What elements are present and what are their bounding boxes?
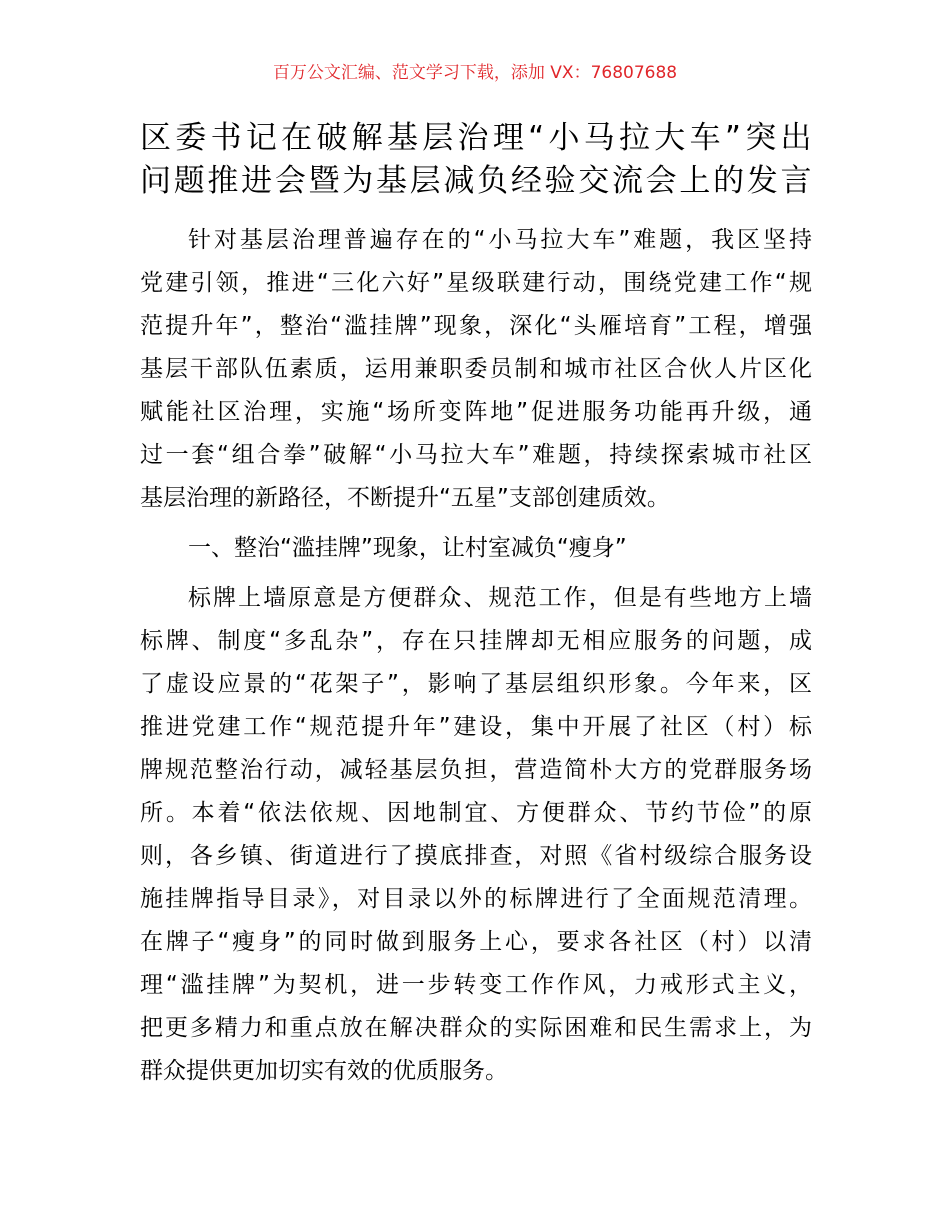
section-heading-1: 一、整治“滥挂牌”现象，让村室减负“瘦身” <box>188 535 627 561</box>
text-line: 推进党建工作“规范提升年”建设，集中开展了社区（村）标 <box>140 714 812 740</box>
text-line: 所。本着“依法依规、因地制宜、方便群众、节约节俭”的原 <box>140 800 812 826</box>
text-line: 基层干部队伍素质，运用兼职委员制和城市社区合伙人片区化 <box>140 356 812 382</box>
title-line-1: 区委书记在破解基层治理“小马拉大车”突出 <box>140 120 812 156</box>
paragraph-2 <box>140 580 812 1096</box>
text-line: 过一套“组合拳”破解“小马拉大车”难题，持续探索城市社区 <box>140 442 812 468</box>
text-line: 则，各乡镇、街道进行了摸底排查，对照《省村级综合服务设 <box>140 843 812 869</box>
text-line: 群众提供更加切实有效的优质服务。 <box>140 1058 508 1084</box>
text-line: 基层治理的新路径，不断提升“五星”支部创建质效。 <box>140 485 670 511</box>
text-line: 理“滥挂牌”为契机，进一步转变工作作风，力戒形式主义， <box>140 972 812 998</box>
text-line: 标牌、制度“多乱杂”，存在只挂牌却无相应服务的问题，成 <box>140 628 812 654</box>
text-line: 了虚设应景的“花架子”，影响了基层组织形象。今年来，区 <box>140 671 812 697</box>
document-body <box>140 222 812 1096</box>
text-line: 标牌上墙原意是方便群众、规范工作，但是有些地方上墙 <box>188 585 812 611</box>
title-line-2: 问题推进会暨为基层减负经验交流会上的发言 <box>140 163 812 199</box>
text-line: 牌规范整治行动，减轻基层负担，营造简朴大方的党群服务场 <box>140 757 812 783</box>
text-line: 范提升年”，整治“滥挂牌”现象，深化“头雁培育”工程，增强 <box>140 313 812 339</box>
paragraph-1 <box>140 222 812 523</box>
text-line: 在牌子“瘦身”的同时做到服务上心，要求各社区（村）以清 <box>140 929 812 955</box>
text-line: 党建引领，推进“三化六好”星级联建行动，围绕党建工作“规 <box>140 270 812 296</box>
watermark-header: 百万公文汇编、范文学习下载，添加 VX：76807688 <box>272 63 678 83</box>
text-line: 针对基层治理普遍存在的“小马拉大车”难题，我区坚持 <box>188 227 812 253</box>
text-line: 把更多精力和重点放在解决群众的实际困难和民生需求上，为 <box>140 1015 812 1041</box>
text-line: 赋能社区治理，实施“场所变阵地”促进服务功能再升级，通 <box>140 399 812 425</box>
text-line: 施挂牌指导目录》，对目录以外的标牌进行了全面规范清理。 <box>140 886 812 912</box>
